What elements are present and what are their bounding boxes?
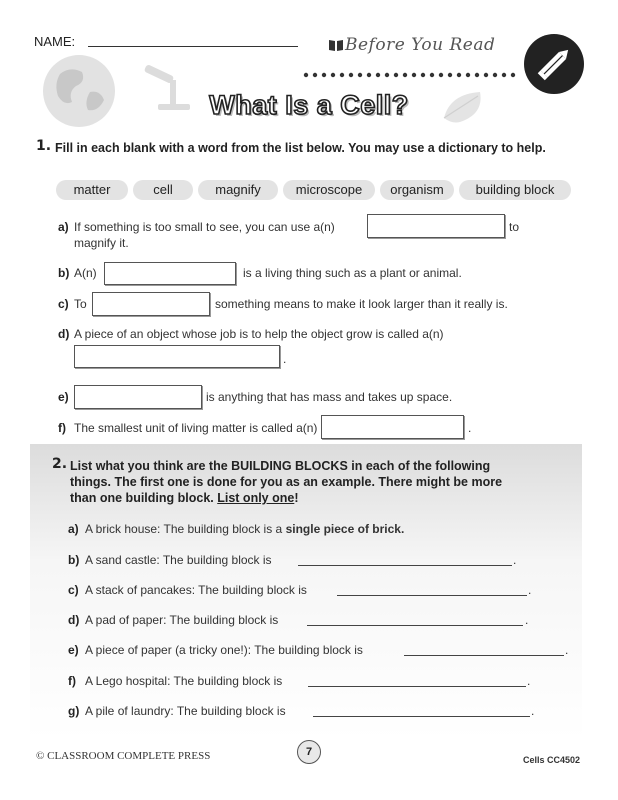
- item-1a-text: If something is too small to see, you can use a(n): [74, 220, 335, 234]
- item-2b-answer-line[interactable]: [298, 553, 512, 566]
- item-2c-letter: c): [68, 583, 79, 597]
- question-2-line3-start: than one building block.: [70, 491, 214, 505]
- page-title: What Is a Cell?: [209, 90, 409, 120]
- item-2e-period: .: [565, 643, 569, 657]
- word-bank-microscope: microscope: [283, 180, 375, 200]
- item-2g-answer-line[interactable]: [313, 704, 530, 717]
- item-1d-answer-box[interactable]: [74, 345, 280, 368]
- word-bank-cell: cell: [133, 180, 193, 200]
- dotted-divider: [302, 66, 524, 84]
- item-1e-after: is anything that has mass and takes up space.: [206, 390, 453, 404]
- item-2g-period: .: [531, 704, 535, 718]
- word-bank-magnify: magnify: [198, 180, 278, 200]
- item-2b-period: .: [513, 553, 517, 567]
- item-1c-before: To: [74, 297, 87, 311]
- item-1d-before: A piece of an object whose job is to help the object grow is called a(n): [74, 327, 444, 341]
- item-2d-letter: d): [68, 613, 80, 627]
- item-2g-letter: g): [68, 704, 80, 718]
- book-icon: [328, 38, 344, 57]
- name-field[interactable]: [88, 46, 298, 47]
- item-2f-answer-line[interactable]: [308, 674, 526, 687]
- item-2f-period: .: [527, 674, 531, 688]
- publisher-logo: © CLASSROOM COMPLETE PRESS: [36, 750, 211, 762]
- word-bank-building-block: building block: [459, 180, 571, 200]
- item-2a-answer: single piece of brick.: [285, 522, 405, 536]
- question-2-line3: [70, 490, 299, 506]
- item-2a-text: [85, 522, 404, 537]
- item-2b-text: A sand castle: The building block is: [85, 553, 272, 567]
- item-1d-letter: d): [58, 327, 70, 341]
- item-2a-prompt: A brick house: The building block is a: [85, 522, 283, 536]
- item-2g-text: A pile of laundry: The building block is: [85, 704, 286, 718]
- product-code: Cells CC4502: [523, 755, 581, 765]
- item-1b-letter: b): [58, 266, 70, 280]
- item-2d-text: A pad of paper: The building block is: [85, 613, 279, 627]
- item-1f-letter: f): [58, 421, 66, 435]
- item-1f-before: The smallest unit of living matter is called a(n): [74, 421, 318, 435]
- pencil-icon: [524, 34, 584, 94]
- item-1c-letter: c): [58, 297, 69, 311]
- name-label: NAME:: [34, 34, 76, 49]
- item-2e-text: A piece of paper (a tricky one!): The building block is: [85, 643, 363, 657]
- item-2f-text: A Lego hospital: The building block is: [85, 674, 283, 688]
- item-2d-period: .: [525, 613, 529, 627]
- item-1c-after: something means to make it look larger than it really is.: [215, 297, 508, 311]
- word-bank-matter: matter: [56, 180, 128, 200]
- question-1-instruction: Fill in each blank with a word from the list below. You may use a dictionary to help.: [55, 141, 546, 155]
- item-1d-after: .: [283, 352, 287, 366]
- item-1a-after: to: [509, 220, 520, 234]
- item-1f-answer-box[interactable]: [321, 415, 464, 439]
- question-2-number: 2.: [52, 456, 68, 472]
- item-1a-line2: magnify it.: [74, 236, 129, 250]
- item-2c-answer-line[interactable]: [337, 583, 527, 596]
- item-1a-answer-box[interactable]: [367, 214, 505, 238]
- item-1e-answer-box[interactable]: [74, 385, 202, 409]
- item-2a-letter: a): [68, 522, 79, 536]
- item-1b-before: A(n): [74, 266, 97, 280]
- item-2c-period: .: [528, 583, 532, 597]
- item-2b-letter: b): [68, 553, 80, 567]
- item-2c-text: A stack of pancakes: The building block is: [85, 583, 307, 597]
- item-1b-after: is a living thing such as a plant or animal.: [243, 266, 462, 280]
- question-1-number: 1.: [36, 138, 52, 154]
- page-number: 7: [297, 740, 321, 764]
- banner-title: Before You Read: [345, 35, 496, 55]
- question-2-line2: things. The first one is done for you as an example. There might be more: [70, 475, 503, 489]
- item-1f-after: .: [468, 421, 472, 435]
- item-1a-letter: a): [58, 220, 69, 234]
- word-bank-organism: organism: [380, 180, 454, 200]
- question-2-line3-end: !: [294, 491, 299, 505]
- item-2e-letter: e): [68, 643, 79, 657]
- item-2d-answer-line[interactable]: [307, 613, 523, 626]
- item-1e-letter: e): [58, 390, 69, 404]
- item-1b-answer-box[interactable]: [104, 262, 236, 285]
- item-2e-answer-line[interactable]: [404, 643, 564, 656]
- item-1c-answer-box[interactable]: [92, 292, 210, 316]
- item-2f-letter: f): [68, 674, 76, 688]
- question-2-emphasis: List only one: [217, 491, 295, 505]
- question-2-line1: List what you think are the BUILDING BLOCKS in each of the following: [70, 459, 491, 473]
